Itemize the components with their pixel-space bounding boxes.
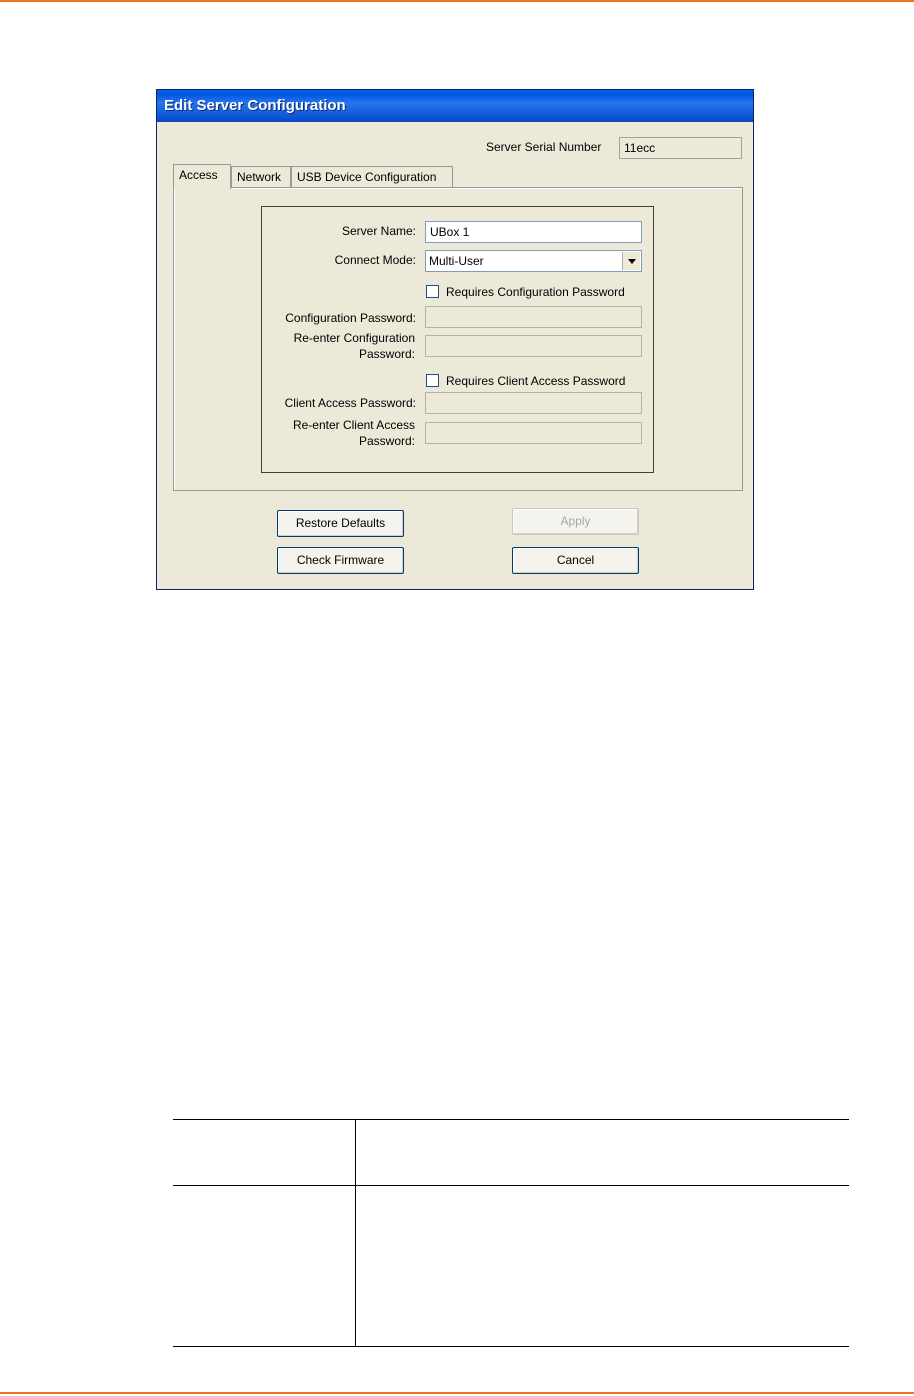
requires-configuration-password-checkbox[interactable] [426, 285, 439, 298]
table-row-divider [173, 1185, 849, 1186]
restore-defaults-button[interactable]: Restore Defaults [277, 510, 404, 537]
client-access-password-label: Client Access Password: [284, 396, 416, 410]
apply-button[interactable]: Apply [512, 508, 639, 535]
server-name-label: Server Name: [341, 224, 416, 238]
edit-server-configuration-dialog [156, 89, 754, 590]
client-access-password-input [425, 392, 642, 414]
reenter-configuration-password-label-line1: Re-enter Configuration [293, 331, 415, 345]
server-serial-number-field: 11ecc [619, 137, 742, 159]
table-top-border [173, 1119, 849, 1120]
page-top-rule [0, 0, 914, 2]
access-settings-group [261, 206, 654, 473]
tab-usb-device-configuration[interactable]: USB Device Configuration [291, 166, 453, 188]
reenter-client-access-password-label-line2: Password: [358, 434, 415, 448]
configuration-password-label: Configuration Password: [285, 311, 416, 325]
reenter-configuration-password-input [425, 335, 642, 357]
server-name-input[interactable]: UBox 1 [425, 221, 642, 243]
chevron-down-icon[interactable] [622, 252, 640, 270]
requires-configuration-password-label[interactable]: Requires Configuration Password [446, 285, 625, 299]
tab-network[interactable]: Network [231, 166, 291, 188]
access-tab-panel [173, 187, 743, 491]
check-firmware-button[interactable]: Check Firmware [277, 547, 404, 574]
reenter-configuration-password-label-line2: Password: [358, 347, 415, 361]
connect-mode-label: Connect Mode: [334, 253, 416, 267]
connect-mode-select[interactable] [425, 250, 642, 272]
table-bottom-border [173, 1346, 849, 1347]
table-column-divider [355, 1119, 356, 1346]
requires-client-access-password-checkbox[interactable] [426, 374, 439, 387]
connect-mode-value: Multi-User [429, 254, 484, 268]
configuration-password-input [425, 306, 642, 328]
reenter-client-access-password-input [425, 422, 642, 444]
page-bottom-rule [0, 1392, 914, 1394]
tab-access[interactable]: Access [173, 164, 231, 189]
dialog-title: Edit Server Configuration [157, 90, 753, 122]
requires-client-access-password-label[interactable]: Requires Client Access Password [446, 374, 626, 388]
reenter-client-access-password-label-line1: Re-enter Client Access [292, 418, 415, 432]
server-serial-number-label: Server Serial Number [486, 140, 602, 154]
cancel-button[interactable]: Cancel [512, 547, 639, 574]
